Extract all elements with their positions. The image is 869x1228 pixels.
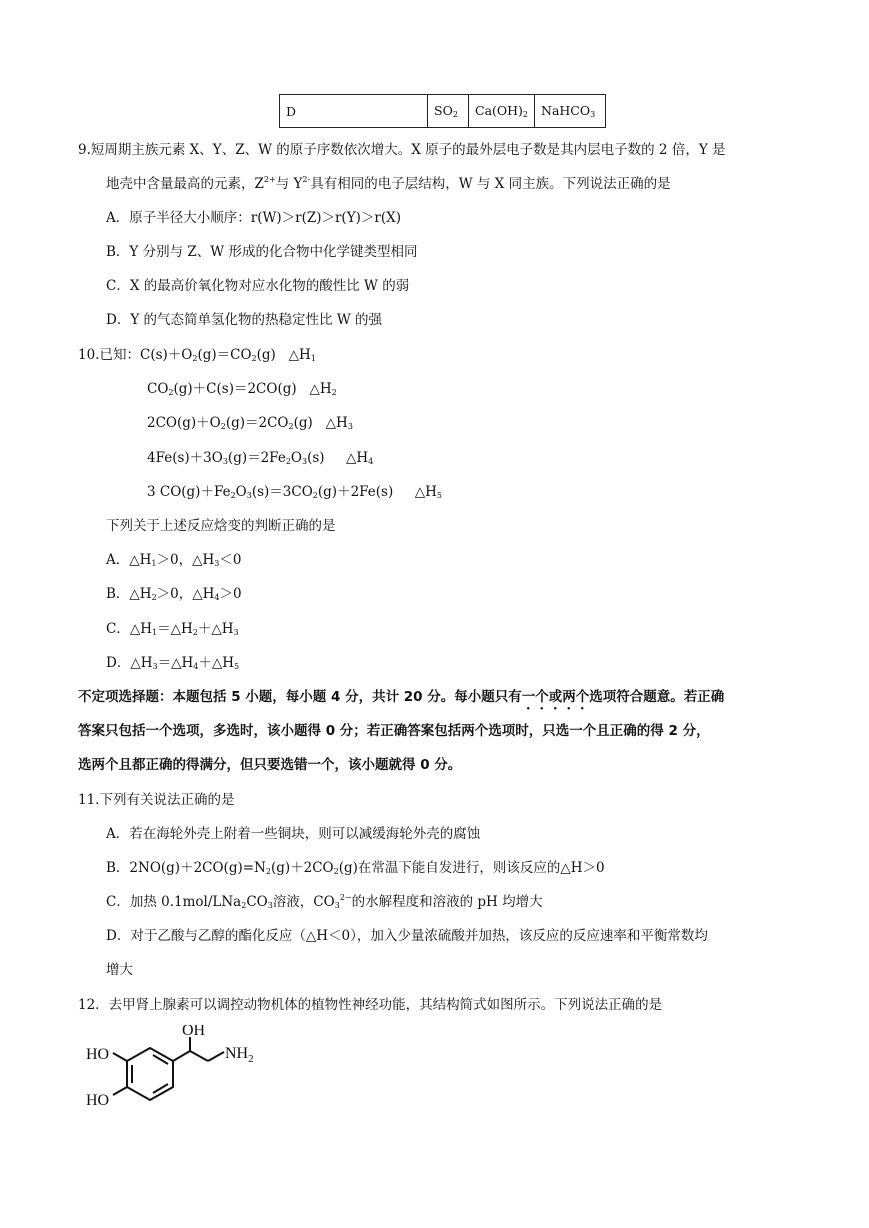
q11-option-b: B．$2NO(g)+2CO(g)=N_2(g)+2CO_2(g)$在常温下能自发进行，则该反应的△H＞0 xyxy=(106,860,605,876)
mol-ho-1: HO xyxy=(86,1046,110,1063)
section-instructions-line1: 不定项选择题：本题包括 5 小题，每小题 4 分，共计 20 分。每小题只有一个或两个选项符合题意。若正确 xyxy=(78,689,725,705)
table-cell-nahco3: NaHCO$_3$ xyxy=(535,95,606,128)
q10-reaction-3: $2CO(g)+O_2(g)=2CO_2(g)$ $\triangle H_3$ xyxy=(147,415,353,431)
q9-option-b: B．Y 分别与 Z、W 形成的化合物中化学键类型相同 xyxy=(106,244,418,260)
benzene-ring xyxy=(127,1048,173,1100)
table-row xyxy=(280,95,606,128)
q11-option-a: A．若在海轮外壳上附着一些铜块，则可以减缓海轮外壳的腐蚀 xyxy=(106,826,481,842)
q9-option-d: D．Y 的气态简单氢化物的热稳定性比 W 的强 xyxy=(106,312,382,328)
q10-option-d: D．$\triangle H_3=\triangle H_4+\triangle H_5$ xyxy=(106,655,240,671)
table-cell-label: D xyxy=(280,95,428,128)
option-table xyxy=(279,94,606,128)
mol-ho-2: HO xyxy=(86,1092,110,1109)
norepinephrine-structure xyxy=(78,1025,278,1125)
q11-option-c: C．加热 $0.1mol/LNa_2CO_3$溶液，$CO_3^{2-}$的水解程度和溶液的 pH 均增大 xyxy=(106,893,543,910)
q10-reaction-5: 3 $CO(g)+Fe_2O_3(s)=3CO_2(g)+2Fe(s)$ $\triangle H_5$ xyxy=(147,484,442,500)
q11-option-d-line1: D．对于乙酸与乙醇的酯化反应（△H＜0），加入少量浓硫酸并加热，该反应的反应速率和平衡常数均 xyxy=(106,928,708,944)
section-instructions-line3: 选两个且都正确的得满分，但只要选错一个，该小题就得 0 分。 xyxy=(78,757,462,773)
q9-stem-line1: 9.短周期主族元素 X、Y、Z、W 的原子序数依次增大。X 原子的最外层电子数是其内层电子数的 2 倍，Y 是 xyxy=(78,142,726,158)
table-cell-caoh2: $Ca(OH)_2$ xyxy=(469,95,535,128)
q12-stem: 12．去甲肾上腺素可以调控动物机体的植物性神经功能，其结构简式如图所示。下列说法正确的是 xyxy=(78,997,663,1013)
q11-option-d-line2: 增大 xyxy=(106,962,133,978)
mol-oh-top: OH xyxy=(182,1025,206,1039)
q9-option-a: A．原子半径大小顺序：r(W)＞r(Z)＞r(Y)＞r(X) xyxy=(106,210,401,226)
q10-reaction-4: $4Fe(s)+3O_3(g)=2Fe_2O_3(s)$ $\triangle H_4$ xyxy=(147,450,374,466)
q11-stem: 11.下列有关说法正确的是 xyxy=(78,792,235,808)
q9-option-c: C．X 的最高价氧化物对应水化物的酸性比 W 的弱 xyxy=(106,278,410,294)
q10-option-c: C．$\triangle H_1=\triangle H_2+\triangle H_3$ xyxy=(106,621,239,637)
q10-reaction-2: $CO_2(g)+C(s)=2CO(g)$ $\triangle H_2$ xyxy=(147,381,337,397)
q10-option-a: A．$\triangle H_1>0$，$\triangle H_3<0$ xyxy=(106,552,242,568)
section-instructions-line2: 答案只包括一个选项，多选时，该小题得 0 分；若正确答案包括两个选项时，只选一个且正确的得 2 分， xyxy=(78,723,710,739)
q10-ask: 下列关于上述反应焓变的判断正确的是 xyxy=(106,518,336,534)
q10-reaction-1: 10.已知：$C(s)+O_2(g)=CO_2(g)$ $\triangle H_1$ xyxy=(78,347,316,363)
q10-option-b: B．$\triangle H_2>0$，$\triangle H_4>0$ xyxy=(106,586,242,602)
table-cell-so2: $SO_2$ xyxy=(428,95,469,128)
mol-nh2: $NH_2$ xyxy=(225,1045,254,1065)
q9-stem-line2: 地壳中含量最高的元素，$Z^{2+}$与 $Y^{2-}$具有相同的电子层结构，W 与 X 同主族。下列说法正确的是 xyxy=(106,175,671,192)
